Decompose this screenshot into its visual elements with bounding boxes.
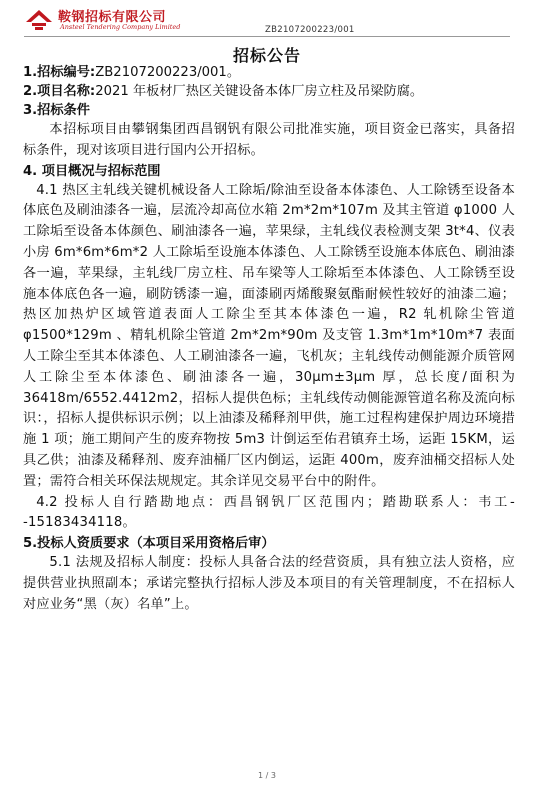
- scope-paragraph-4-1: 4.1 热区主轧线关键机械设备人工除垢/除油至设备本体漆色、人工除锈至设备本体底色及刷油漆各一遍，层流冷却高位水箱 2m*2m*107m 及其主管道 φ1000 人工除垢至设备本体颜色、刷油漆各一遍，苹果绿，主轧线仪表检测支架 3t*4、仪表小房 6m*6m*6m*2 人工除垢至设施本体漆色、人工除锈至设施本体底色、刷油漆各一遍，苹果绿，主轧线厂房立柱、吊车梁等人工除垢至本体漆色、人工除锈至设施本体底色各一遍，刷防锈漆一遍，面漆刷丙烯酸聚氨酯耐候性较好的油漆二遍；热区加热炉区域管道表面人工除尘至其本体漆色一遍，R2 轧机除尘管道 φ1500*129m 、精轧机除尘管道 2m*2m*90m 及支管 1.3m*1m*10m*7 表面人工除尘至其本体漆色、人工刷油漆各一遍，飞机灰；主轧线传动侧能源介质管网人工除尘至本体漆色、刷油漆各一遍，30μm±3μm 厚，总长度/面积为 36418m/6552.4412m2，招标人提供色标；主轧线传动侧能源管道名称及流向标识：，招标人提供标识示例；以上油漆及稀释剂甲供，施工过程构建保护周边环境措施 1 项；施工期间产生的废弃物按 5m3 计倒运至佑君镇弃土场，运距 15KM，运具乙供；油漆及稀释剂、废弃油桶厂区内倒运，运距 400m，废弃油桶交招标人处置；需符合相关环保法规规定。其余详见交易平台中的附件。: [23, 182, 515, 489]
- company-logo-icon: [24, 8, 54, 32]
- company-name-en: Ansteel Tendering Company Limited: [60, 23, 181, 31]
- page-title: 招标公告: [232, 46, 301, 65]
- section-label: 2.项目名称:: [23, 84, 96, 99]
- company-name-cn: 鞍钢招标有限公司: [58, 10, 167, 25]
- document-body: [23, 63, 515, 616]
- section-tender-number: [23, 63, 515, 82]
- scope-paragraph-4-2: 4.2 投标人自行踏勘地点：西昌钢钒厂区范围内；踏勘联系人：韦工--15183434118。: [23, 494, 515, 531]
- qualification-paragraph-5-1: 5.1 法规及招标人制度：投标人具备合法的经营资质，具有独立法人资格，应提供营业执照副本；承诺完整执行招标人涉及本项目的有关管理制度，不在招标人对应业务“黑（灰）名单”上。: [23, 555, 515, 612]
- section-project-name: [23, 82, 515, 101]
- project-name-value: 2021 年板材厂热区关键设备本体厂房立柱及吊梁防腐。: [95, 84, 424, 99]
- tender-number-value: ZB2107200223/001。: [95, 65, 241, 80]
- section-heading-qualification: 5.投标人资质要求（本项目采用资格后审）: [23, 536, 275, 552]
- page-number: 1 / 3: [258, 771, 276, 780]
- document-number: ZB2107200223/001: [265, 25, 355, 35]
- section-heading-conditions: 3.招标条件: [23, 103, 90, 118]
- header-divider: [24, 36, 510, 37]
- page-header: [0, 0, 534, 34]
- section-heading-scope: 4. 项目概况与招标范围: [23, 163, 161, 179]
- section-label: 1.招标编号:: [23, 65, 96, 80]
- conditions-paragraph: 本招标项目由攀钢集团西昌钢钒有限公司批准实施，项目资金已落实，具备招标条件，现对该项目进行国内公开招标。: [23, 122, 515, 158]
